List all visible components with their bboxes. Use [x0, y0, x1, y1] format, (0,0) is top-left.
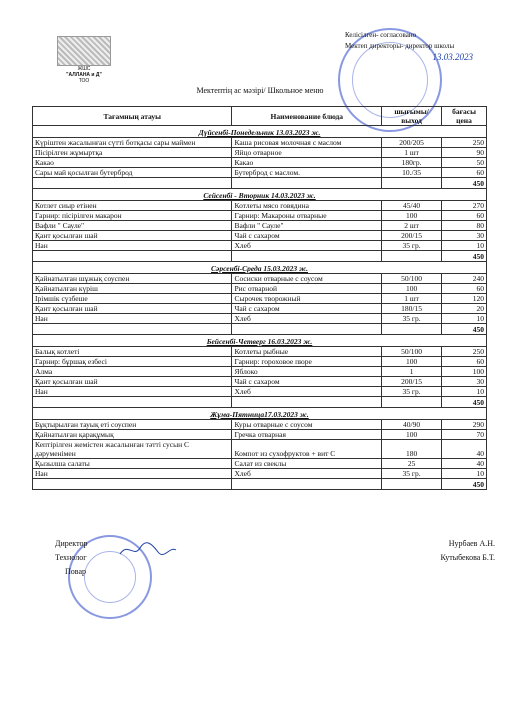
portion-size: 180гр. [382, 158, 442, 168]
menu-item-row [33, 294, 487, 304]
header-kazakh-name: Тағамның атауы [33, 107, 232, 126]
menu-item-row [33, 357, 487, 367]
portion-size: 40/90 [382, 420, 442, 430]
logo-mark [57, 36, 111, 66]
approval-line-1: Келісілген- согласовано [345, 31, 417, 39]
menu-item-row [33, 211, 487, 221]
dish-name-kazakh: Сары май қосылған бутерброд [33, 168, 232, 178]
portion-size: 1 [382, 367, 442, 377]
menu-item-row [33, 377, 487, 387]
dish-name-russian: Бутерброд с маслом. [232, 168, 382, 178]
day-total-row [33, 251, 487, 262]
dish-name-russian: Котлеты мясо говядина [232, 201, 382, 211]
day-label: Сәрсенбі-Среда 15.03.2023 ж. [33, 262, 487, 274]
dish-price: 90 [442, 148, 487, 158]
dish-price: 250 [442, 347, 487, 357]
dish-name-russian: Компот из сухофруктов + вит С [232, 440, 382, 459]
dish-name-kazakh: Балық котлеті [33, 347, 232, 357]
dish-price: 270 [442, 201, 487, 211]
dish-price: 70 [442, 430, 487, 440]
dish-name-russian: Гарнир: гороховое пюре [232, 357, 382, 367]
empty-cell [232, 479, 382, 490]
menu-item-row [33, 367, 487, 377]
dish-name-kazakh: Қайнатылған шұжық соуспен [33, 274, 232, 284]
day-total-row [33, 178, 487, 189]
dish-price: 60 [442, 211, 487, 221]
portion-size: 1 шт [382, 148, 442, 158]
day-total-row [33, 479, 487, 490]
empty-cell [232, 324, 382, 335]
dish-name-kazakh: Қайнатылған күріш [33, 284, 232, 294]
director-label: Директор [55, 539, 88, 548]
dish-price: 60 [442, 168, 487, 178]
dish-price: 10 [442, 469, 487, 479]
dish-name-kazakh: Кептірілген жемістен жасалынған тәтті сусын С дәруменімен [33, 440, 232, 459]
empty-cell [382, 178, 442, 189]
menu-item-row [33, 440, 487, 459]
menu-item-row [33, 387, 487, 397]
portion-size: 100 [382, 430, 442, 440]
technologist-name: Кутыбекова Б.Т. [440, 553, 495, 562]
day-header-row [33, 408, 487, 420]
dish-name-kazakh: Нан [33, 241, 232, 251]
dish-name-kazakh: Какао [33, 158, 232, 168]
dish-name-russian: Сосиски отварные с соусом [232, 274, 382, 284]
dish-name-kazakh: Қант қосылған шай [33, 377, 232, 387]
menu-item-row [33, 459, 487, 469]
signatures-block [55, 537, 495, 579]
empty-cell [232, 251, 382, 262]
header-portion: шығымы/ выход [382, 107, 442, 126]
approval-line-2: Мектеп директоры- директор школы [345, 42, 455, 50]
dish-price: 50 [442, 158, 487, 168]
menu-item-row [33, 148, 487, 158]
empty-cell [382, 479, 442, 490]
portion-size: 180/15 [382, 304, 442, 314]
portion-size: 25 [382, 459, 442, 469]
menu-item-row [33, 314, 487, 324]
dish-price: 60 [442, 357, 487, 367]
director-name: Нурбаев А.Н. [448, 539, 495, 548]
empty-cell [33, 251, 232, 262]
dish-name-kazakh: Қант қосылған шай [33, 231, 232, 241]
day-total: 450 [442, 324, 487, 335]
day-total-row [33, 397, 487, 408]
approval-date: 13.03.2023 [432, 52, 473, 62]
dish-name-kazakh: Нан [33, 469, 232, 479]
empty-cell [382, 251, 442, 262]
portion-size: 180 [382, 440, 442, 459]
header-russian-name: Наименование блюда [232, 107, 382, 126]
dish-name-kazakh: Алма [33, 367, 232, 377]
dish-price: 100 [442, 367, 487, 377]
portion-size: 45/40 [382, 201, 442, 211]
dish-name-russian: Гречка отварная [232, 430, 382, 440]
dish-price: 30 [442, 231, 487, 241]
page-title: Мектептің ас мәзірі/ Школьное меню [196, 86, 324, 95]
day-header-row [33, 189, 487, 201]
approval-block [345, 30, 495, 63]
menu-item-row [33, 274, 487, 284]
menu-item-row [33, 420, 487, 430]
dish-price: 40 [442, 440, 487, 459]
day-label: Дүйсенбі-Понедельник 13.03.2023 ж. [33, 126, 487, 138]
menu-table [32, 106, 487, 490]
cook-label: Повар [65, 567, 86, 576]
day-total-row [33, 324, 487, 335]
dish-price: 290 [442, 420, 487, 430]
dish-name-russian: Хлеб [232, 387, 382, 397]
dish-name-kazakh: Күріштен жасалынған сүтті ботқасы сары маймен [33, 138, 232, 148]
dish-name-russian: Каша рисовая молочная с маслом [232, 138, 382, 148]
day-header-row [33, 335, 487, 347]
portion-size: 2 шт [382, 221, 442, 231]
dish-name-russian: Хлеб [232, 314, 382, 324]
menu-item-row [33, 347, 487, 357]
dish-price: 250 [442, 138, 487, 148]
portion-size: 100 [382, 211, 442, 221]
company-logo [50, 36, 118, 84]
dish-name-kazakh: Қызылша салаты [33, 459, 232, 469]
dish-price: 10 [442, 314, 487, 324]
dish-price: 80 [442, 221, 487, 231]
menu-item-row [33, 168, 487, 178]
dish-name-kazakh: Қайнатылған қарақұмық [33, 430, 232, 440]
day-total: 450 [442, 397, 487, 408]
menu-item-row [33, 138, 487, 148]
dish-name-kazakh: Бұқтырылған тауық еті соуспен [33, 420, 232, 430]
technologist-label: Технолог [55, 553, 87, 562]
dish-price: 20 [442, 304, 487, 314]
dish-name-kazakh: Гарнир: бұршақ езбесі [33, 357, 232, 367]
portion-size: 200/15 [382, 377, 442, 387]
portion-size: 200/205 [382, 138, 442, 148]
logo-line-3: ТОО [78, 78, 90, 84]
dish-name-kazakh: Нан [33, 314, 232, 324]
portion-size: 50/100 [382, 347, 442, 357]
portion-size: 10./35 [382, 168, 442, 178]
dish-name-russian: Сырочек творожный [232, 294, 382, 304]
dish-price: 10 [442, 387, 487, 397]
dish-name-kazakh: Нан [33, 387, 232, 397]
dish-name-russian: Чай с сахаром [232, 304, 382, 314]
dish-name-russian: Чай с сахаром [232, 377, 382, 387]
dish-name-kazakh: Пісірілген жұмыртқа [33, 148, 232, 158]
portion-size: 35 гр. [382, 314, 442, 324]
portion-size: 200/15 [382, 231, 442, 241]
menu-item-row [33, 304, 487, 314]
dish-name-russian: Хлеб [232, 469, 382, 479]
dish-name-russian: Яйцо отварное [232, 148, 382, 158]
empty-cell [232, 178, 382, 189]
day-total: 450 [442, 178, 487, 189]
logo-line-2: "АЛЛАНА и Д" [66, 72, 102, 78]
menu-item-row [33, 469, 487, 479]
dish-price: 10 [442, 241, 487, 251]
portion-size: 35 гр. [382, 469, 442, 479]
menu-item-row [33, 201, 487, 211]
dish-name-russian: Рис отварной [232, 284, 382, 294]
dish-name-kazakh: Ірімшік сүзбеше [33, 294, 232, 304]
day-label: Сейсенбі - Вторник 14.03.2023 ж. [33, 189, 487, 201]
dish-name-russian: Какао [232, 158, 382, 168]
dish-price: 120 [442, 294, 487, 304]
dish-price: 240 [442, 274, 487, 284]
empty-cell [33, 324, 232, 335]
portion-size: 100 [382, 284, 442, 294]
menu-item-row [33, 231, 487, 241]
day-header-row [33, 262, 487, 274]
table-header-row [33, 107, 487, 126]
day-label: Жұма-Пятница17.03.2023 ж. [33, 408, 487, 420]
dish-name-kazakh: Гарнир: пісірілген макарон [33, 211, 232, 221]
dish-name-russian: Вафли " Сауле" [232, 221, 382, 231]
dish-price: 60 [442, 284, 487, 294]
portion-size: 50/100 [382, 274, 442, 284]
portion-size: 35 гр. [382, 387, 442, 397]
logo-line-1: ЖШС [77, 66, 91, 72]
dish-name-russian: Салат из свеклы [232, 459, 382, 469]
dish-name-russian: Куры отварные с соусом [232, 420, 382, 430]
empty-cell [382, 397, 442, 408]
portion-size: 1 шт [382, 294, 442, 304]
empty-cell [33, 397, 232, 408]
menu-item-row [33, 158, 487, 168]
empty-cell [232, 397, 382, 408]
dish-name-russian: Гарнир: Макароны отварные [232, 211, 382, 221]
empty-cell [382, 324, 442, 335]
dish-name-russian: Котлеты рыбные [232, 347, 382, 357]
day-header-row [33, 126, 487, 138]
dish-price: 30 [442, 377, 487, 387]
header-price: бағасы цена [442, 107, 487, 126]
dish-name-kazakh: Вафли " Сауле" [33, 221, 232, 231]
menu-item-row [33, 241, 487, 251]
empty-cell [33, 178, 232, 189]
menu-item-row [33, 221, 487, 231]
dish-name-kazakh: Котлет сиыр етінен [33, 201, 232, 211]
dish-name-russian: Чай с сахаром [232, 231, 382, 241]
dish-price: 40 [442, 459, 487, 469]
menu-item-row [33, 284, 487, 294]
dish-name-kazakh: Қант қосылған шай [33, 304, 232, 314]
day-total: 450 [442, 479, 487, 490]
portion-size: 100 [382, 357, 442, 367]
day-label: Бейсенбі-Четверг 16.03.2023 ж. [33, 335, 487, 347]
portion-size: 35 гр. [382, 241, 442, 251]
dish-name-russian: Яблоко [232, 367, 382, 377]
empty-cell [33, 479, 232, 490]
day-total: 450 [442, 251, 487, 262]
dish-name-russian: Хлеб [232, 241, 382, 251]
menu-item-row [33, 430, 487, 440]
